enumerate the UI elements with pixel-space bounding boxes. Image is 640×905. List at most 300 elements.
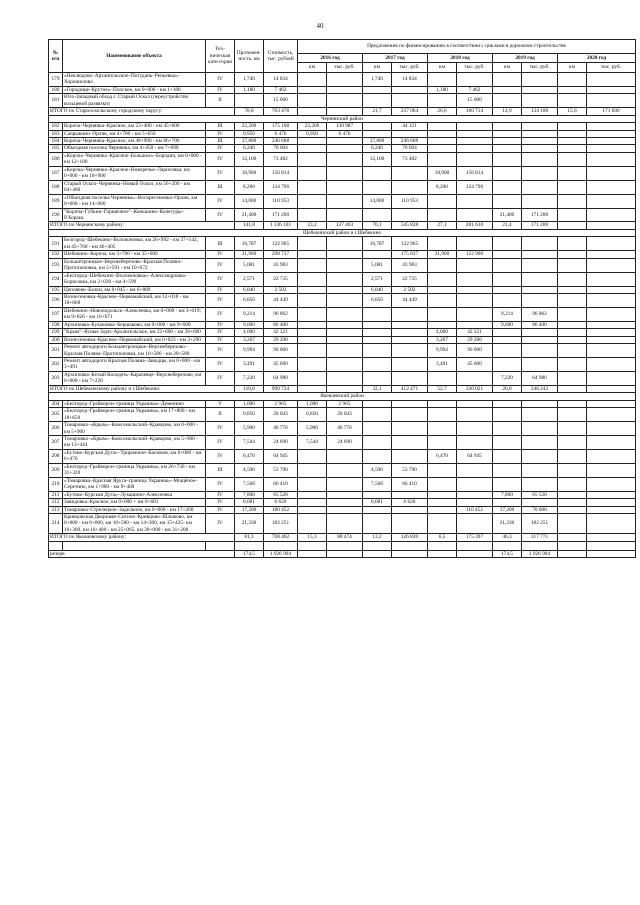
year-rub-cell xyxy=(522,94,558,108)
object-name: «Бутово–Курская Дуга»–Лукашино–Алексеевка xyxy=(63,491,206,498)
year-rub-cell xyxy=(327,258,363,272)
tech-category: III xyxy=(206,123,235,130)
object-name: «Бутово–Курская Дуга»–Трирожное–Касимов, км 0+000 - км 6+470 xyxy=(63,449,206,463)
year-rub-cell: 126 820 xyxy=(392,534,428,541)
year-km-cell xyxy=(363,180,392,194)
section-title: Шебекинский район и г.Шебекино xyxy=(49,229,636,236)
year-km-cell xyxy=(298,358,327,372)
cost-rub: 2 965 xyxy=(264,400,298,407)
tech-category: IV xyxy=(206,358,235,372)
tech-category: III xyxy=(206,137,235,144)
cost-rub: 90 000 xyxy=(264,344,298,358)
year-km-cell xyxy=(298,94,327,108)
year-rub-cell xyxy=(327,307,363,321)
year-km-cell xyxy=(298,385,327,392)
year-km-cell xyxy=(428,436,457,450)
object-name: Объездная поселка Чернянка, км 4+450 - км 7+690 xyxy=(63,145,206,152)
year-rub-cell: 96 862 xyxy=(522,307,558,321)
tech-category: III xyxy=(206,237,235,251)
object-name: Шебекино–Короча, км 3+700 - км 35+600 xyxy=(63,251,206,258)
row-num: 180 xyxy=(49,86,63,93)
year-rub-cell xyxy=(522,344,558,358)
year-rub-cell: 171 200 xyxy=(522,208,558,222)
year-rub-cell xyxy=(457,499,493,506)
year-rub-cell xyxy=(327,108,363,115)
year-km-cell xyxy=(428,506,457,513)
table-row xyxy=(49,506,636,513)
table-row xyxy=(49,237,636,251)
cost-rub: 29 200 xyxy=(264,336,298,343)
year-rub-cell xyxy=(587,137,636,144)
row-num: 181 xyxy=(49,94,63,108)
table-row xyxy=(49,180,636,194)
year-km-cell xyxy=(298,293,327,307)
year-km-cell xyxy=(493,286,522,293)
year-km-cell: 14,000 xyxy=(363,194,392,208)
object-name: Кривцовская Дворовая–Ситное–Кривцово–Шлыково, км 0+000 - км 6+800, км 10+500 - км 14+300, км 15+435- км 16+300, км 16+400 - км 25+065, км 30+000 - км 31+200 xyxy=(63,514,206,534)
year-km-cell: 21,4 xyxy=(493,222,522,229)
year-km-cell xyxy=(428,371,457,385)
cost-rub: 14 834 xyxy=(264,72,298,86)
year-km-cell xyxy=(363,94,392,108)
total-length: 141,8 xyxy=(235,222,264,229)
year-km-cell xyxy=(493,130,522,137)
object-name: «Белгород–Шебекино–Волоконовка»–Александровка–Борисовка, км 2+028 - км 4+599 xyxy=(63,272,206,286)
year-km-cell xyxy=(363,208,392,222)
tech-category: V xyxy=(206,400,235,407)
year-rub-cell: 6 620 xyxy=(392,499,428,506)
year-rub-cell xyxy=(522,477,558,491)
year-rub-cell: 42 321 xyxy=(457,329,493,336)
year-rub-cell xyxy=(457,208,493,222)
page-number: 40 xyxy=(316,22,324,30)
year-km-cell xyxy=(558,436,587,450)
tech-category: IV xyxy=(206,251,235,258)
object-name: «Короча–Чернянка–Красное–Большое»–Бородин, км 0+000 - км 12+100 xyxy=(63,152,206,166)
year-km-cell xyxy=(493,449,522,463)
year-rub-cell: 14 834 xyxy=(392,72,428,86)
table-row xyxy=(49,436,636,450)
year-rub-cell xyxy=(392,408,428,422)
year-km-cell xyxy=(363,307,392,321)
year-rub-cell xyxy=(522,400,558,407)
year-rub-cell: 124 796 xyxy=(457,180,493,194)
year-rub-cell xyxy=(587,422,636,436)
year-km-cell: 15,3 xyxy=(298,534,327,541)
year-rub-cell xyxy=(327,550,363,557)
object-name: Юго-Западный обход г. Старый Оскол (переустройство кольцевой развязки) xyxy=(63,94,206,108)
year-km-cell xyxy=(298,514,327,534)
year-rub-cell: 246 668 xyxy=(392,137,428,144)
year-rub-cell: 137 463 xyxy=(327,222,363,229)
year-km-cell: 0,681 xyxy=(363,499,392,506)
year-km-cell xyxy=(558,130,587,137)
tech-category: IV xyxy=(206,371,235,385)
year-rub-cell xyxy=(522,463,558,477)
reserve-row xyxy=(49,550,636,557)
total-cost: 990 734 xyxy=(264,385,298,392)
empty-cell xyxy=(327,541,363,550)
table-row xyxy=(49,400,636,407)
year-km-cell: 4,590 xyxy=(363,463,392,477)
year-km-cell xyxy=(298,108,327,115)
year-rub-cell xyxy=(327,208,363,222)
year-km-cell xyxy=(558,222,587,229)
year-rub-cell: 175 397 xyxy=(457,534,493,541)
year-rub-cell xyxy=(327,358,363,372)
header-unit-km: км xyxy=(363,63,392,72)
object-name: Сапрыкино–Орлик, км 4+700 - км 5+650 xyxy=(63,130,206,137)
year-rub-cell xyxy=(392,166,428,180)
year-rub-cell xyxy=(327,514,363,534)
empty-cell xyxy=(264,541,298,550)
year-rub-cell xyxy=(457,145,493,152)
header-unit-km: км xyxy=(493,63,522,72)
tech-category: III xyxy=(206,463,235,477)
year-rub-cell xyxy=(522,130,558,137)
row-num: 207 xyxy=(49,436,63,450)
year-rub-cell xyxy=(587,286,636,293)
year-rub-cell xyxy=(457,408,493,422)
total-row xyxy=(49,108,636,115)
year-rub-cell: 110 452 xyxy=(457,506,493,513)
table-row xyxy=(49,123,636,130)
year-km-cell xyxy=(298,272,327,286)
object-name: Томаровка–Стрелецкое–Задельное, км 0+000 - км 17+200 xyxy=(63,506,206,513)
total-cost: 1 926 904 xyxy=(264,550,298,557)
year-rub-cell xyxy=(457,272,493,286)
empty-cell xyxy=(206,541,235,550)
tech-category: IV xyxy=(206,194,235,208)
empty-cell xyxy=(428,541,457,550)
section-header-row xyxy=(49,393,636,400)
year-km-cell xyxy=(363,336,392,343)
length-km: 4,000 xyxy=(235,329,264,336)
year-km-cell xyxy=(428,422,457,436)
year-km-cell xyxy=(558,237,587,251)
year-km-cell xyxy=(363,550,392,557)
length-km: 4,590 xyxy=(235,463,264,477)
year-km-cell: 6,840 xyxy=(363,286,392,293)
year-rub-cell xyxy=(587,166,636,180)
cost-rub: 182 251 xyxy=(264,514,298,534)
year-rub-cell xyxy=(327,371,363,385)
year-rub-cell: 70 000 xyxy=(522,506,558,513)
cost-rub: 96 862 xyxy=(264,307,298,321)
year-rub-cell: 40 776 xyxy=(327,422,363,436)
year-rub-cell xyxy=(522,286,558,293)
year-km-cell xyxy=(298,321,327,328)
year-km-cell xyxy=(428,514,457,534)
row-num: 179 xyxy=(49,72,63,86)
year-rub-cell xyxy=(327,272,363,286)
empty-cell xyxy=(558,541,587,550)
year-km-cell xyxy=(493,344,522,358)
tech-category: II xyxy=(206,408,235,422)
total-cost: 1 136 101 xyxy=(264,222,298,229)
year-rub-cell xyxy=(327,94,363,108)
total-cost: 703 478 xyxy=(264,108,298,115)
year-rub-cell xyxy=(522,251,558,258)
year-rub-cell xyxy=(587,145,636,152)
year-km-cell: 7,800 xyxy=(493,491,522,498)
year-km-cell: 70,1 xyxy=(363,222,392,229)
header-unit-rub: тыс. руб. xyxy=(522,63,558,72)
year-rub-cell xyxy=(392,336,428,343)
year-km-cell xyxy=(558,293,587,307)
tech-category: IV xyxy=(206,152,235,166)
table-row xyxy=(49,514,636,534)
year-km-cell: 18,900 xyxy=(428,166,457,180)
year-rub-cell xyxy=(327,506,363,513)
object-name: «Неклюдово–Архангельское–Потудань–Репьевка»–Хорошилово xyxy=(63,72,206,86)
total-length: 78,8 xyxy=(235,108,264,115)
row-num: 212 xyxy=(49,499,63,506)
year-rub-cell xyxy=(327,137,363,144)
object-name: Томаровка–«Крым»–Комсомольский–Кравцово, км 0+000 - км 5+900 xyxy=(63,422,206,436)
table-row xyxy=(49,194,636,208)
year-rub-cell xyxy=(587,463,636,477)
year-km-cell xyxy=(493,137,522,144)
tech-category: IV xyxy=(206,321,235,328)
header-year-2019: 2019 год xyxy=(493,54,558,63)
year-km-cell xyxy=(558,137,587,144)
table-row xyxy=(49,307,636,321)
year-rub-cell xyxy=(587,506,636,513)
year-km-cell: 23,2 xyxy=(298,222,327,229)
year-rub-cell: 29 200 xyxy=(457,336,493,343)
row-num: 200 xyxy=(49,336,63,343)
year-rub-cell: 44 121 xyxy=(392,123,428,130)
year-km-cell xyxy=(298,180,327,194)
year-km-cell xyxy=(298,152,327,166)
table-row xyxy=(49,344,636,358)
year-rub-cell: 1 926 904 xyxy=(522,550,558,557)
year-rub-cell: 122 900 xyxy=(457,251,493,258)
tech-category: IV xyxy=(206,422,235,436)
year-km-cell xyxy=(363,422,392,436)
year-km-cell: 2,571 xyxy=(363,272,392,286)
year-rub-cell xyxy=(587,477,636,491)
year-rub-cell xyxy=(327,344,363,358)
year-rub-cell: 171 200 xyxy=(522,222,558,229)
year-km-cell: 9,214 xyxy=(493,307,522,321)
year-km-cell xyxy=(298,166,327,180)
year-rub-cell: 64 980 xyxy=(522,371,558,385)
year-rub-cell xyxy=(327,491,363,498)
year-rub-cell xyxy=(587,258,636,272)
empty-cell xyxy=(49,541,63,550)
year-rub-cell xyxy=(522,72,558,86)
year-km-cell: 6,5 xyxy=(428,534,457,541)
year-km-cell xyxy=(298,208,327,222)
row-num: 201 xyxy=(49,344,63,358)
year-km-cell: 9,994 xyxy=(428,344,457,358)
length-km: 10,787 xyxy=(235,237,264,251)
row-num: 186 xyxy=(49,152,63,166)
year-km-cell: 27,1 xyxy=(428,222,457,229)
year-rub-cell: 90 000 xyxy=(457,344,493,358)
object-name: «Короча–Чернянка–Красное–Новоречье–Ларисовка, км 0+000 - км 18+900 xyxy=(63,166,206,180)
year-km-cell xyxy=(428,237,457,251)
cost-rub: 122 965 xyxy=(264,237,298,251)
year-rub-cell xyxy=(522,123,558,130)
year-km-cell xyxy=(493,477,522,491)
year-rub-cell xyxy=(457,237,493,251)
year-km-cell xyxy=(298,336,327,343)
cost-rub: 124 796 xyxy=(264,180,298,194)
object-name: Короча–Чернянка–Красное, км 48+900 - км 86+700 xyxy=(63,137,206,144)
total-length: 81,3 xyxy=(235,534,264,541)
total-label: ИТОГО по Чернянскому району: xyxy=(49,222,235,229)
year-km-cell xyxy=(298,72,327,86)
year-rub-cell xyxy=(587,222,636,229)
year-rub-cell xyxy=(587,436,636,450)
funding-table xyxy=(48,39,636,558)
object-name: "Крым"–Ясные Зори–Архангельское, км 22+600 - км 26+600 xyxy=(63,329,206,336)
year-km-cell xyxy=(428,307,457,321)
year-km-cell xyxy=(428,400,457,407)
year-km-cell xyxy=(428,408,457,422)
table-row xyxy=(49,371,636,385)
year-km-cell: 21,400 xyxy=(493,208,522,222)
year-rub-cell xyxy=(587,152,636,166)
row-num: 204 xyxy=(49,400,63,407)
year-km-cell xyxy=(298,449,327,463)
year-rub-cell xyxy=(587,130,636,137)
year-rub-cell xyxy=(522,180,558,194)
year-km-cell xyxy=(298,550,327,557)
year-km-cell xyxy=(558,550,587,557)
row-num: 208 xyxy=(49,449,63,463)
tech-category: IV xyxy=(206,208,235,222)
row-num: 202 xyxy=(49,358,63,372)
year-rub-cell xyxy=(392,422,428,436)
cost-rub: 44 449 xyxy=(264,293,298,307)
cost-rub: 40 776 xyxy=(264,422,298,436)
year-km-cell xyxy=(428,463,457,477)
year-km-cell xyxy=(298,463,327,477)
header-unit-rub: тыс. руб. xyxy=(327,63,363,72)
object-name: Старый Оскол–Чернянка–Новый Оскол, км 56+200 - км 64+400 xyxy=(63,180,206,194)
year-rub-cell: 73 482 xyxy=(392,152,428,166)
object-name: Ремонт автодороги Большетроицкое–Верхнеберезово–Красная Поляна–Протопоповка, км 10+586 - км 20+580 xyxy=(63,344,206,358)
table-row xyxy=(49,152,636,166)
year-km-cell xyxy=(363,371,392,385)
object-name: Архиповка–Булановка–Бершаково, км 0+000 - км 9+600 xyxy=(63,321,206,328)
year-rub-cell: 171 600 xyxy=(587,108,636,115)
year-rub-cell xyxy=(522,436,558,450)
year-rub-cell xyxy=(587,86,636,93)
table-row xyxy=(49,499,636,506)
cost-rub: 110 953 xyxy=(264,194,298,208)
year-km-cell xyxy=(493,400,522,407)
object-name: «Объездная поселка Чернянка»–Воскресеновка–Орлик, км 0+000 - км 14+000 xyxy=(63,194,206,208)
year-km-cell xyxy=(363,166,392,180)
tech-category: IV xyxy=(206,86,235,93)
year-rub-cell: 130 987 xyxy=(327,123,363,130)
row-num: 189 xyxy=(49,194,63,208)
year-km-cell xyxy=(428,208,457,222)
year-km-cell xyxy=(493,166,522,180)
tech-category: IV xyxy=(206,72,235,86)
year-rub-cell xyxy=(587,534,636,541)
cost-rub: 65 520 xyxy=(264,491,298,498)
year-km-cell xyxy=(363,251,392,258)
year-rub-cell: 545 828 xyxy=(392,222,428,229)
year-km-cell xyxy=(558,86,587,93)
year-rub-cell xyxy=(587,251,636,258)
year-km-cell xyxy=(298,371,327,385)
year-rub-cell xyxy=(392,400,428,407)
year-km-cell xyxy=(428,130,457,137)
year-rub-cell xyxy=(457,137,493,144)
year-km-cell xyxy=(558,208,587,222)
year-rub-cell: 281 610 xyxy=(457,222,493,229)
cost-rub: 171 200 xyxy=(264,208,298,222)
row-num: 187 xyxy=(49,166,63,180)
year-rub-cell xyxy=(327,194,363,208)
year-rub-cell: 2 965 xyxy=(327,400,363,407)
year-rub-cell xyxy=(587,307,636,321)
year-rub-cell xyxy=(587,336,636,343)
year-km-cell: 3,491 xyxy=(428,358,457,372)
tech-category: IV xyxy=(206,449,235,463)
year-rub-cell xyxy=(392,436,428,450)
object-name: "Короча–Губкин–Горшечное"–Коньшино–Кочегуры–Р.Хорош. xyxy=(63,208,206,222)
year-km-cell: 6,850 xyxy=(363,293,392,307)
year-rub-cell xyxy=(587,194,636,208)
year-km-cell: 5,081 xyxy=(363,258,392,272)
year-rub-cell xyxy=(522,272,558,286)
year-km-cell: 32,1 xyxy=(363,385,392,392)
row-num: 182 xyxy=(49,123,63,130)
year-rub-cell xyxy=(327,86,363,93)
year-km-cell xyxy=(493,499,522,506)
table-row xyxy=(49,336,636,343)
length-km: 17,200 xyxy=(235,506,264,513)
year-km-cell: 9,600 xyxy=(493,321,522,328)
year-rub-cell: 237 064 xyxy=(392,108,428,115)
year-rub-cell: 7 462 xyxy=(457,86,493,93)
tech-category: IV xyxy=(206,145,235,152)
year-rub-cell xyxy=(327,336,363,343)
length-km: 1,740 xyxy=(235,72,264,86)
year-km-cell xyxy=(428,258,457,272)
table-row xyxy=(49,72,636,86)
cost-rub: 156 814 xyxy=(264,166,298,180)
cost-rub: 45 600 xyxy=(264,358,298,372)
year-rub-cell xyxy=(522,258,558,272)
length-km: 12,100 xyxy=(235,152,264,166)
cost-rub: 24 690 xyxy=(264,436,298,450)
row-num: 210 xyxy=(49,477,63,491)
year-km-cell: 7,568 xyxy=(363,477,392,491)
year-rub-cell xyxy=(587,550,636,557)
header-unit-km: км xyxy=(298,63,327,72)
year-rub-cell xyxy=(587,371,636,385)
year-km-cell xyxy=(558,152,587,166)
tech-category: IV xyxy=(206,258,235,272)
year-km-cell xyxy=(558,94,587,108)
length-km: 5,081 xyxy=(235,258,264,272)
empty-cell xyxy=(235,541,264,550)
row-num: 183 xyxy=(49,130,63,137)
year-km-cell: 0,850 xyxy=(298,408,327,422)
row-num: 211 xyxy=(49,491,63,498)
row-num: 196 xyxy=(49,293,63,307)
year-rub-cell xyxy=(522,237,558,251)
